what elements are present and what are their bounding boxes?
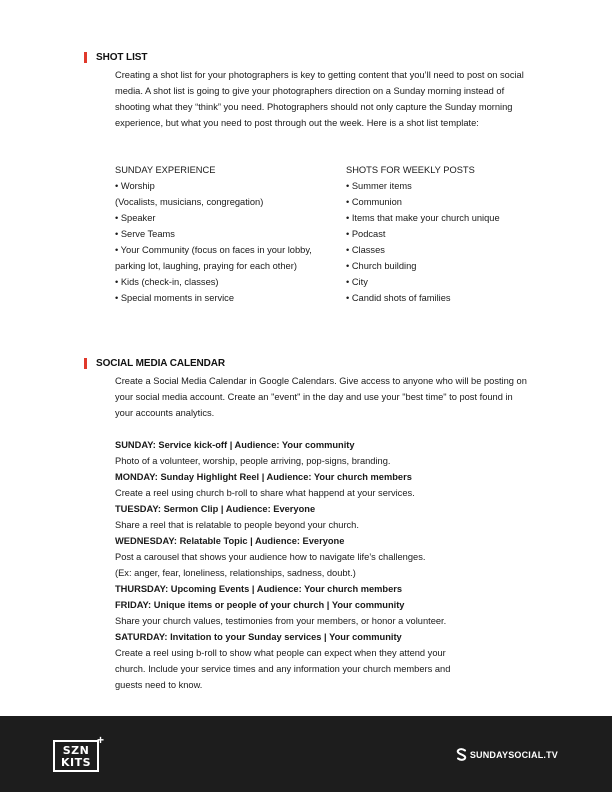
- list-item: • Classes: [346, 245, 385, 255]
- logo-text: KITS: [60, 756, 92, 769]
- brand-link[interactable]: [456, 748, 558, 761]
- column-heading: SHOTS FOR WEEKLY POSTS: [346, 165, 475, 175]
- column-heading: SUNDAY EXPERIENCE: [115, 165, 216, 175]
- day-topic: Sermon Clip | Audience: Everyone: [160, 504, 316, 514]
- day-topic: Service kick-off | Audience: Your community: [155, 440, 355, 450]
- schedule-friday: [115, 597, 535, 613]
- list-item: • Your Community (focus on faces in your lobby, parking lot, laughing, praying for each other): [115, 245, 312, 271]
- day-label: MONDAY:: [115, 472, 158, 482]
- schedule-line: Share a reel that is relatable to people beyond your church.: [115, 520, 359, 530]
- calendar-intro: Create a Social Media Calendar in Google Calendars. Give access to anyone who will be posting on your social media account. Create an "event" in the day and use your "best time" to post found in your accounts analytics.: [115, 376, 527, 418]
- list-item: • Podcast: [346, 229, 386, 239]
- section-marker: [84, 358, 87, 369]
- list-item: • City: [346, 277, 368, 287]
- schedule-wednesday: [115, 533, 535, 549]
- schedule-monday: [115, 469, 535, 485]
- day-topic: Unique items or people of your church | Your community: [151, 600, 405, 610]
- plus-icon: +: [97, 733, 105, 747]
- list-item: • Items that make your church unique: [346, 213, 500, 223]
- schedule-line: guests need to know.: [115, 680, 203, 690]
- weekly-schedule: [115, 437, 535, 693]
- list-item: • Special moments in service: [115, 293, 234, 303]
- schedule-line: Create a reel using b-roll to show what people can expect when they attend your: [115, 648, 446, 658]
- sunday-social-s-icon: [456, 748, 467, 761]
- logo-text: SZN: [62, 744, 90, 757]
- brand-url: SUNDAYSOCIAL.TV: [469, 749, 558, 760]
- calendar-header: [84, 358, 225, 369]
- schedule-thursday: [115, 581, 535, 597]
- schedule-line: Post a carousel that shows your audience how to navigate life’s challenges.: [115, 552, 426, 562]
- day-topic: Sunday Highlight Reel | Audience: Your church members: [157, 472, 412, 482]
- list-item: • Worship: [115, 181, 155, 191]
- day-label: WEDNESDAY:: [115, 536, 177, 546]
- day-label: SUNDAY:: [115, 440, 156, 450]
- shot-list-intro: Creating a shot list for your photographers is key to getting content that you’ll need to post on social media. A shot list is going to give your photographers direction on a Sunday morning instead of shooting what they “think” you need. Photographers should not only capture the Sunday morning experience, but what you need to post through out the week. Here is a shot list template:: [115, 70, 524, 128]
- schedule-line: Photo of a volunteer, worship, people arriving, pop-signs, branding.: [115, 456, 391, 466]
- weekly-posts-column: [346, 162, 546, 306]
- list-item: • Kids (check-in, classes): [115, 277, 219, 287]
- schedule-line: (Ex: anger, fear, loneliness, relationships, sadness, doubt.): [115, 568, 356, 578]
- list-item: • Communion: [346, 197, 402, 207]
- schedule-line: Share your church values, testimonies from your members, or honor a volunteer.: [115, 616, 447, 626]
- shot-list-title: SHOT LIST: [96, 52, 148, 63]
- day-label: THURSDAY:: [115, 584, 169, 594]
- day-label: FRIDAY:: [115, 600, 152, 610]
- day-topic: Upcoming Events | Audience: Your church members: [168, 584, 403, 594]
- list-item: • Church building: [346, 261, 417, 271]
- schedule-line: church. Include your service times and any information your church members and: [115, 664, 451, 674]
- list-item: (Vocalists, musicians, congregation): [115, 197, 264, 207]
- list-item: • Candid shots of families: [346, 293, 451, 303]
- section-marker: [84, 52, 87, 63]
- day-topic: Invitation to your Sunday services | Your community: [167, 632, 402, 642]
- schedule-tuesday: [115, 501, 535, 517]
- day-label: TUESDAY:: [115, 504, 161, 514]
- schedule-saturday: [115, 629, 535, 645]
- schedule-sunday: [115, 437, 535, 453]
- sunday-experience-column: [115, 162, 340, 306]
- footer-bar: [0, 716, 612, 792]
- shot-list-header: [84, 52, 147, 63]
- calendar-title: SOCIAL MEDIA CALENDAR: [96, 358, 226, 369]
- szn-kits-logo: [53, 740, 99, 772]
- list-item: • Speaker: [115, 213, 156, 223]
- day-label: SATURDAY:: [115, 632, 168, 642]
- day-topic: Relatable Topic | Audience: Everyone: [177, 536, 345, 546]
- schedule-line: Create a reel using church b-roll to share what happend at your services.: [115, 488, 415, 498]
- list-item: • Serve Teams: [115, 229, 175, 239]
- list-item: • Summer items: [346, 181, 412, 191]
